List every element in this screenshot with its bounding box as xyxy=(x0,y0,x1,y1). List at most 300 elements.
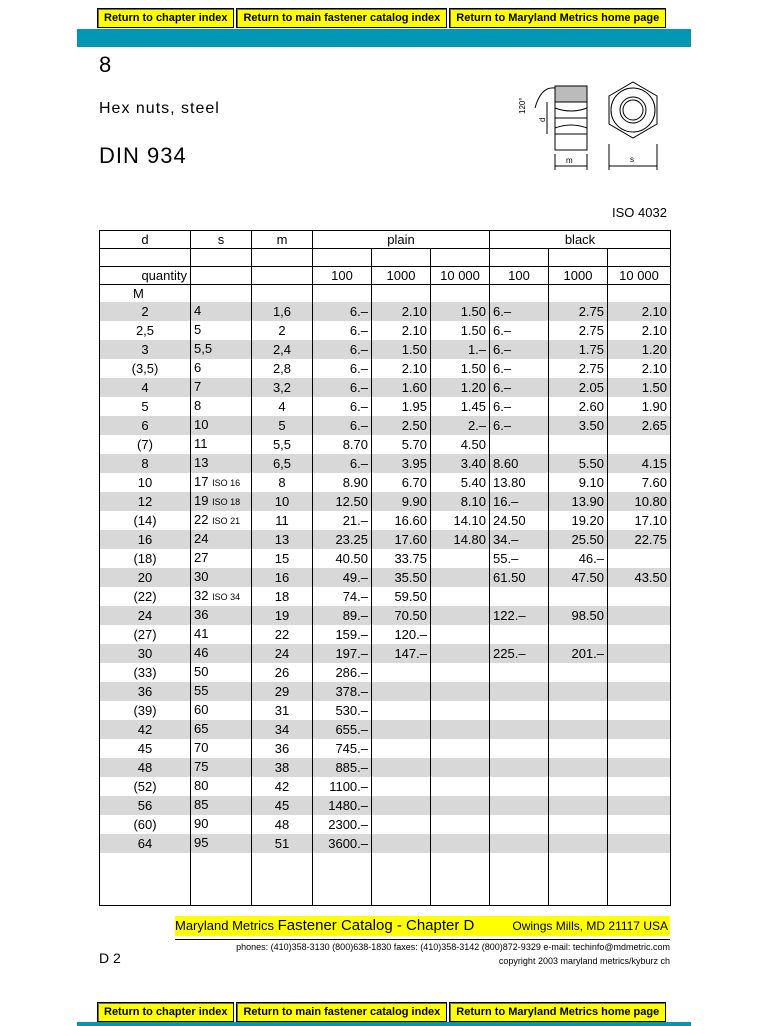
cell-s: 22 ISO 21 xyxy=(191,511,252,530)
cell-b1000 xyxy=(549,739,608,758)
cell-b10000 xyxy=(608,663,671,682)
cell-d: 36 xyxy=(100,682,191,701)
table-row xyxy=(100,397,671,416)
cell-b1000: 46.– xyxy=(549,549,608,568)
table-row xyxy=(100,739,671,758)
cell-b1000: 2.05 xyxy=(549,378,608,397)
col-s-header: s xyxy=(191,231,252,249)
cell-p100: 6.– xyxy=(313,302,372,321)
cell-d: 5 xyxy=(100,397,191,416)
cell-b100 xyxy=(490,720,549,739)
cell-p1000: 35.50 xyxy=(372,568,431,587)
cell-b100 xyxy=(490,435,549,454)
cell-m: 42 xyxy=(252,777,313,796)
cell-d: 56 xyxy=(100,796,191,815)
cell-p100: 3600.– xyxy=(313,834,372,853)
table-row xyxy=(100,416,671,435)
iso-size-note: ISO 18 xyxy=(212,497,241,507)
cell-p100: 6.– xyxy=(313,397,372,416)
cell-s: 95 xyxy=(191,834,252,853)
cell-m: 26 xyxy=(252,663,313,682)
cell-b100 xyxy=(490,587,549,606)
cell-p1000 xyxy=(372,739,431,758)
cell-p10000 xyxy=(431,682,490,701)
m-row xyxy=(100,285,671,303)
cell-p100: 40.50 xyxy=(313,549,372,568)
cell-d: 45 xyxy=(100,739,191,758)
cell-m: 2,4 xyxy=(252,340,313,359)
cell-b100: 6.– xyxy=(490,359,549,378)
cell-s: 85 xyxy=(191,796,252,815)
quantity-row xyxy=(100,267,671,285)
cell-p100: 655.– xyxy=(313,720,372,739)
iso-size-note: ISO 34 xyxy=(212,592,241,602)
cell-b100 xyxy=(490,701,549,720)
cell-m: 8 xyxy=(252,473,313,492)
cell-m: 13 xyxy=(252,530,313,549)
header-bar xyxy=(77,29,691,47)
cell-m: 5 xyxy=(252,416,313,435)
table-row xyxy=(100,568,671,587)
cell-p100: 1480.– xyxy=(313,796,372,815)
cell-b1000: 98.50 xyxy=(549,606,608,625)
cell-b100: 122.– xyxy=(490,606,549,625)
cell-b1000: 9.10 xyxy=(549,473,608,492)
cell-d: (18) xyxy=(100,549,191,568)
cell-b10000 xyxy=(608,625,671,644)
cell-p10000: 1.45 xyxy=(431,397,490,416)
table-filler-row xyxy=(100,853,671,906)
cell-d: (22) xyxy=(100,587,191,606)
cell-b1000 xyxy=(549,625,608,644)
cell-b1000 xyxy=(549,834,608,853)
quantity-label: quantity xyxy=(100,267,191,285)
cell-b10000 xyxy=(608,758,671,777)
cell-m: 24 xyxy=(252,644,313,663)
cell-p100: 6.– xyxy=(313,378,372,397)
cell-b100 xyxy=(490,663,549,682)
cell-d: 2,5 xyxy=(100,321,191,340)
cell-p1000: 59.50 xyxy=(372,587,431,606)
table-row xyxy=(100,473,671,492)
s-dimension-label: s xyxy=(630,155,634,164)
qty-plain-10000: 10 000 xyxy=(431,267,490,285)
iso-reference: ISO 4032 xyxy=(612,205,667,220)
cell-s: 75 xyxy=(191,758,252,777)
bottom-nav xyxy=(97,1002,666,1022)
cell-s: 10 xyxy=(191,416,252,435)
cell-p100: 885.– xyxy=(313,758,372,777)
cell-p10000 xyxy=(431,568,490,587)
cell-m: 10 xyxy=(252,492,313,511)
cell-p10000: 5.40 xyxy=(431,473,490,492)
cell-b1000: 5.50 xyxy=(549,454,608,473)
col-m-header: m xyxy=(252,231,313,249)
cell-p10000: 14.10 xyxy=(431,511,490,530)
cell-b100: 55.– xyxy=(490,549,549,568)
cell-s: 41 xyxy=(191,625,252,644)
cell-m: 22 xyxy=(252,625,313,644)
cell-p1000: 1.60 xyxy=(372,378,431,397)
cell-d: 12 xyxy=(100,492,191,511)
cell-p100: 12.50 xyxy=(313,492,372,511)
cell-s: 11 xyxy=(191,435,252,454)
cell-p100: 23.25 xyxy=(313,530,372,549)
cell-b100 xyxy=(490,796,549,815)
cell-b100: 16.– xyxy=(490,492,549,511)
cell-b100: 6.– xyxy=(490,416,549,435)
cell-b100: 61.50 xyxy=(490,568,549,587)
cell-b1000 xyxy=(549,796,608,815)
cell-p100: 159.– xyxy=(313,625,372,644)
cell-b1000 xyxy=(549,435,608,454)
cell-p10000 xyxy=(431,606,490,625)
cell-b1000 xyxy=(549,682,608,701)
cell-p1000 xyxy=(372,796,431,815)
cell-m: 16 xyxy=(252,568,313,587)
cell-s: 6 xyxy=(191,359,252,378)
chapter-index-button[interactable]: Return to chapter index xyxy=(97,8,234,28)
cell-b1000 xyxy=(549,758,608,777)
cell-b10000: 2.10 xyxy=(608,321,671,340)
cell-m: 3,2 xyxy=(252,378,313,397)
cell-m: 2,8 xyxy=(252,359,313,378)
cell-d: 42 xyxy=(100,720,191,739)
spacer-row xyxy=(100,249,671,267)
cell-m: 11 xyxy=(252,511,313,530)
cell-m: 45 xyxy=(252,796,313,815)
table-row xyxy=(100,796,671,815)
cell-p10000 xyxy=(431,663,490,682)
cell-p1000: 9.90 xyxy=(372,492,431,511)
cell-s: 17 ISO 16 xyxy=(191,473,252,492)
cell-p10000 xyxy=(431,834,490,853)
cell-b100 xyxy=(490,739,549,758)
cell-b100 xyxy=(490,777,549,796)
cell-b1000: 2.75 xyxy=(549,302,608,321)
cell-s: 30 xyxy=(191,568,252,587)
cell-s: 7 xyxy=(191,378,252,397)
cell-p1000: 3.95 xyxy=(372,454,431,473)
m-label: M xyxy=(100,285,191,303)
table-row xyxy=(100,321,671,340)
cell-p100: 6.– xyxy=(313,359,372,378)
footer-catalog: Fastener Catalog - Chapter D xyxy=(277,917,475,934)
cell-m: 5,5 xyxy=(252,435,313,454)
cell-b10000: 1.20 xyxy=(608,340,671,359)
table-row xyxy=(100,777,671,796)
cell-p10000: 1.50 xyxy=(431,302,490,321)
plain-header: plain xyxy=(313,231,490,249)
cell-b100 xyxy=(490,625,549,644)
cell-b10000 xyxy=(608,549,671,568)
qty-plain-100: 100 xyxy=(313,267,372,285)
angle-label: 120° xyxy=(518,97,527,114)
main-catalog-button[interactable]: Return to main fastener catalog index xyxy=(236,8,447,28)
cell-d: 6 xyxy=(100,416,191,435)
iso-size-note: ISO 21 xyxy=(212,516,241,526)
table-row xyxy=(100,720,671,739)
cell-p10000 xyxy=(431,701,490,720)
cell-p1000: 2.10 xyxy=(372,359,431,378)
cell-m: 48 xyxy=(252,815,313,834)
cell-b10000 xyxy=(608,606,671,625)
cell-m: 18 xyxy=(252,587,313,606)
table-row xyxy=(100,340,671,359)
page-subtitle: Hex nuts, steel xyxy=(99,100,220,117)
cell-p10000 xyxy=(431,758,490,777)
cell-p1000: 1.95 xyxy=(372,397,431,416)
cell-s: 36 xyxy=(191,606,252,625)
cell-p1000: 2.10 xyxy=(372,302,431,321)
cell-b100: 13.80 xyxy=(490,473,549,492)
cell-m: 29 xyxy=(252,682,313,701)
table-row xyxy=(100,587,671,606)
cell-b10000: 2.10 xyxy=(608,302,671,321)
cell-d: (39) xyxy=(100,701,191,720)
cell-m: 4 xyxy=(252,397,313,416)
cell-p10000: 2.– xyxy=(431,416,490,435)
page-title: DIN 934 xyxy=(99,143,187,168)
cell-p1000 xyxy=(372,834,431,853)
cell-p1000 xyxy=(372,682,431,701)
cell-p10000 xyxy=(431,739,490,758)
cell-s: 5 xyxy=(191,321,252,340)
cell-p1000: 70.50 xyxy=(372,606,431,625)
cell-b100: 8.60 xyxy=(490,454,549,473)
cell-p1000 xyxy=(372,758,431,777)
cell-p1000 xyxy=(372,815,431,834)
main-catalog-button-bottom[interactable]: Return to main fastener catalog index xyxy=(236,1002,447,1022)
cell-s: 50 xyxy=(191,663,252,682)
cell-s: 46 xyxy=(191,644,252,663)
qty-black-100: 100 xyxy=(490,267,549,285)
home-page-button-bottom[interactable]: Return to Maryland Metrics home page xyxy=(449,1002,666,1022)
cell-d: (60) xyxy=(100,815,191,834)
cell-p10000: 1.– xyxy=(431,340,490,359)
cell-m: 31 xyxy=(252,701,313,720)
cell-b10000 xyxy=(608,435,671,454)
cell-d: 24 xyxy=(100,606,191,625)
footer-contact: phones: (410)358-3130 (800)638-1830 faxes: (410)358-3142 (800)872-9329 e-mail: techinfo@mdmetric.com xyxy=(236,942,670,952)
cell-b10000 xyxy=(608,739,671,758)
cell-p1000: 16.60 xyxy=(372,511,431,530)
cell-b1000: 13.90 xyxy=(549,492,608,511)
cell-b10000 xyxy=(608,701,671,720)
cell-p100: 378.– xyxy=(313,682,372,701)
cell-d: (52) xyxy=(100,777,191,796)
cell-p10000: 14.80 xyxy=(431,530,490,549)
table-row xyxy=(100,530,671,549)
cell-p100: 8.90 xyxy=(313,473,372,492)
cell-b100 xyxy=(490,682,549,701)
footer-copyright: copyright 2003 maryland metrics/kyburz ch xyxy=(498,956,670,966)
price-table xyxy=(99,230,671,906)
cell-b1000 xyxy=(549,663,608,682)
table-row xyxy=(100,492,671,511)
qty-black-1000: 1000 xyxy=(549,267,608,285)
cell-m: 38 xyxy=(252,758,313,777)
cell-s: 55 xyxy=(191,682,252,701)
cell-p1000 xyxy=(372,720,431,739)
cell-b1000 xyxy=(549,720,608,739)
col-d-header: d xyxy=(100,231,191,249)
cell-b1000 xyxy=(549,587,608,606)
table-row xyxy=(100,758,671,777)
table-row xyxy=(100,606,671,625)
cell-d: (3,5) xyxy=(100,359,191,378)
cell-b10000: 17.10 xyxy=(608,511,671,530)
cell-p10000 xyxy=(431,720,490,739)
cell-m: 36 xyxy=(252,739,313,758)
table-row xyxy=(100,511,671,530)
table-row xyxy=(100,682,671,701)
cell-b10000: 7.60 xyxy=(608,473,671,492)
cell-d: (33) xyxy=(100,663,191,682)
cell-b1000: 1.75 xyxy=(549,340,608,359)
side-view xyxy=(535,86,587,170)
iso-size-note: ISO 16 xyxy=(212,478,241,488)
cell-p10000: 1.50 xyxy=(431,321,490,340)
cell-m: 34 xyxy=(252,720,313,739)
cell-p100: 21.– xyxy=(313,511,372,530)
cell-m: 51 xyxy=(252,834,313,853)
cell-b1000 xyxy=(549,777,608,796)
cell-p10000 xyxy=(431,549,490,568)
table-row xyxy=(100,663,671,682)
cell-p10000 xyxy=(431,815,490,834)
cell-b10000 xyxy=(608,834,671,853)
cell-m: 1,6 xyxy=(252,302,313,321)
cell-d: 20 xyxy=(100,568,191,587)
cell-m: 19 xyxy=(252,606,313,625)
cell-s: 13 xyxy=(191,454,252,473)
cell-p1000: 120.– xyxy=(372,625,431,644)
cell-b100 xyxy=(490,815,549,834)
cell-d: (14) xyxy=(100,511,191,530)
cell-s: 5,5 xyxy=(191,340,252,359)
table-row xyxy=(100,644,671,663)
cell-b100: 6.– xyxy=(490,397,549,416)
cell-p1000 xyxy=(372,663,431,682)
table-row xyxy=(100,302,671,321)
cell-b100 xyxy=(490,834,549,853)
cell-b1000: 2.75 xyxy=(549,321,608,340)
cell-b1000: 2.60 xyxy=(549,397,608,416)
cell-p1000: 2.50 xyxy=(372,416,431,435)
cell-s: 80 xyxy=(191,777,252,796)
cell-p10000 xyxy=(431,625,490,644)
footer-banner xyxy=(175,916,670,936)
cell-d: 4 xyxy=(100,378,191,397)
cell-p100: 89.– xyxy=(313,606,372,625)
cell-b10000: 2.65 xyxy=(608,416,671,435)
cell-p10000: 1.20 xyxy=(431,378,490,397)
chapter-index-button-bottom[interactable]: Return to chapter index xyxy=(97,1002,234,1022)
cell-m: 2 xyxy=(252,321,313,340)
hex-nut-drawing xyxy=(505,78,675,178)
cell-p1000: 147.– xyxy=(372,644,431,663)
cell-b100: 34.– xyxy=(490,530,549,549)
cell-s: 19 ISO 18 xyxy=(191,492,252,511)
table-row xyxy=(100,625,671,644)
cell-p100: 197.– xyxy=(313,644,372,663)
cell-b100: 6.– xyxy=(490,321,549,340)
cell-p100: 8.70 xyxy=(313,435,372,454)
cell-b10000 xyxy=(608,815,671,834)
qty-plain-1000: 1000 xyxy=(372,267,431,285)
cell-b10000: 10.80 xyxy=(608,492,671,511)
footer-city: Owings Mills, MD 21117 USA xyxy=(512,919,668,933)
cell-s: 32 ISO 34 xyxy=(191,587,252,606)
cell-m: 6,5 xyxy=(252,454,313,473)
header-row xyxy=(100,231,671,249)
cell-p1000: 2.10 xyxy=(372,321,431,340)
qty-black-10000: 10 000 xyxy=(608,267,671,285)
top-nav xyxy=(97,8,666,28)
cell-p10000: 1.50 xyxy=(431,359,490,378)
table-row xyxy=(100,815,671,834)
cell-b10000: 2.10 xyxy=(608,359,671,378)
cell-s: 27 xyxy=(191,549,252,568)
cell-p1000 xyxy=(372,777,431,796)
cell-p100: 6.– xyxy=(313,416,372,435)
cell-b1000: 201.– xyxy=(549,644,608,663)
cell-s: 4 xyxy=(191,302,252,321)
footer-company: Maryland Metrics xyxy=(175,918,274,933)
cell-b10000 xyxy=(608,644,671,663)
cell-p100: 530.– xyxy=(313,701,372,720)
home-page-button[interactable]: Return to Maryland Metrics home page xyxy=(449,8,666,28)
cell-p100: 6.– xyxy=(313,340,372,359)
cell-p100: 6.– xyxy=(313,321,372,340)
cell-s: 70 xyxy=(191,739,252,758)
cell-b10000: 22.75 xyxy=(608,530,671,549)
cell-b100 xyxy=(490,758,549,777)
cell-p1000: 6.70 xyxy=(372,473,431,492)
cell-d: 48 xyxy=(100,758,191,777)
cell-p10000 xyxy=(431,777,490,796)
cell-b10000: 1.50 xyxy=(608,378,671,397)
table-row xyxy=(100,834,671,853)
table-row xyxy=(100,359,671,378)
cell-p10000: 4.50 xyxy=(431,435,490,454)
table-row xyxy=(100,454,671,473)
chapter-number: 8 xyxy=(99,52,112,77)
cell-p1000 xyxy=(372,701,431,720)
cell-d: 16 xyxy=(100,530,191,549)
table-row xyxy=(100,435,671,454)
cell-s: 65 xyxy=(191,720,252,739)
cell-d: 10 xyxy=(100,473,191,492)
cell-p100: 286.– xyxy=(313,663,372,682)
cell-d: (7) xyxy=(100,435,191,454)
cell-p1000: 17.60 xyxy=(372,530,431,549)
cell-b10000 xyxy=(608,720,671,739)
cell-p100: 1100.– xyxy=(313,777,372,796)
cell-p100: 49.– xyxy=(313,568,372,587)
m-dimension-label: m xyxy=(566,156,573,165)
black-header: black xyxy=(490,231,671,249)
cell-b1000: 19.20 xyxy=(549,511,608,530)
cell-b100: 6.– xyxy=(490,340,549,359)
cell-m: 15 xyxy=(252,549,313,568)
cell-p1000: 33.75 xyxy=(372,549,431,568)
table-row xyxy=(100,549,671,568)
cell-b100: 24.50 xyxy=(490,511,549,530)
cell-s: 90 xyxy=(191,815,252,834)
cell-b1000 xyxy=(549,815,608,834)
